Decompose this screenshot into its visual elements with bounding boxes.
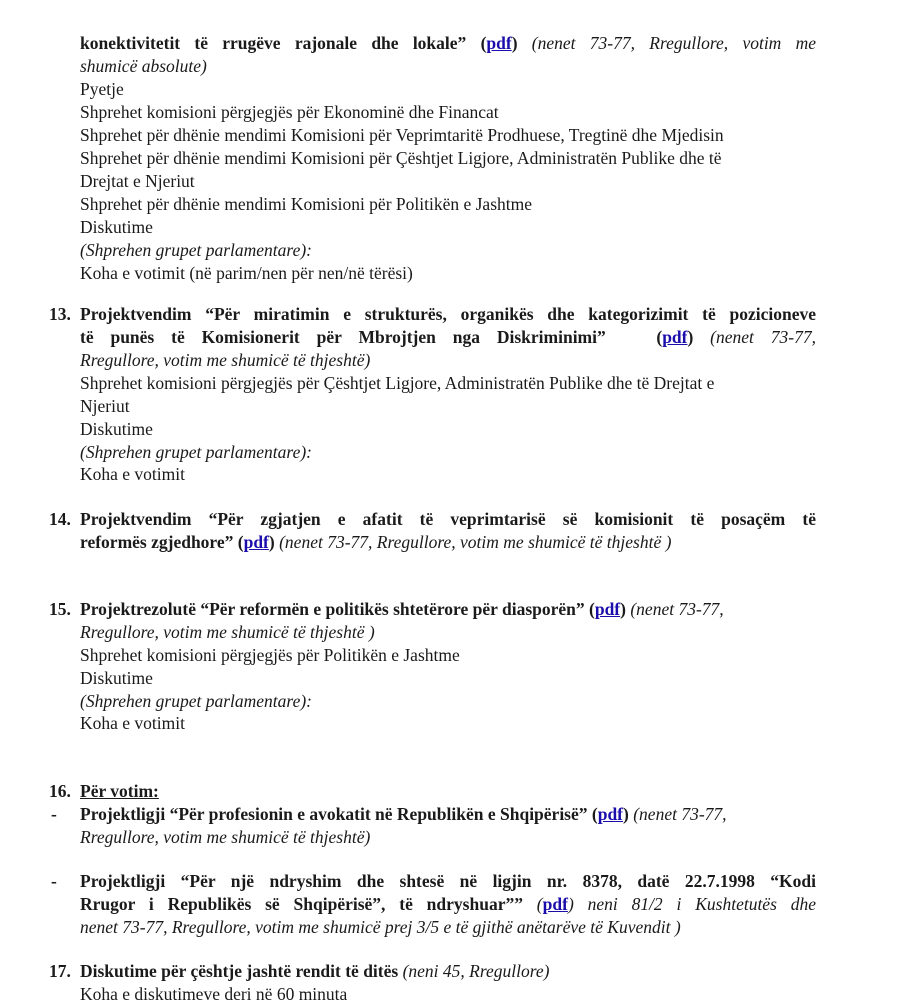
item-13-note-cont: Rregullore, votim me shumicë të thjeshtë) xyxy=(80,350,371,370)
item-12-committee-opinion-2: Shprehet për dhënie mendimi Komisioni për Çështjet Ligjore, Administratën Publike dhe të xyxy=(80,148,722,168)
item-13-pdf-link[interactable]: pdf xyxy=(662,327,688,347)
item-16-sub-1-title: Projektligji “Për profesionin e avokatit në Republikën e Shqipërisë” xyxy=(80,804,588,824)
paren: ) xyxy=(687,327,694,347)
paren: ( xyxy=(522,894,543,914)
item-13-number: 13. xyxy=(49,304,71,324)
item-13-groups: (Shprehen grupet parlamentare): xyxy=(80,442,312,462)
item-17-number: 17. xyxy=(49,961,71,981)
item-13-title-l1: Projektvendim “Për miratimin e strukturës, organikës dhe kategorizimit të pozicioneve xyxy=(80,304,816,324)
item-16-sub-2-note: neni 81/2 i Kushtetutës dhe xyxy=(573,894,816,914)
item-16-sub-1-note-cont: Rregullore, votim me shumicë të thjeshtë) xyxy=(80,827,371,847)
item-12-note-cont: shumicë absolute) xyxy=(80,56,207,76)
item-16-sub-2-title-l2: Rrugor i Republikës së Shqipërisë”, të ndryshuar”” xyxy=(80,894,523,914)
item-15-groups: (Shprehen grupet parlamentare): xyxy=(80,691,312,711)
item-12-questions: Pyetje xyxy=(80,79,124,99)
item-14-title-line-2 xyxy=(80,531,671,553)
item-15-vote-time: Koha e votimit xyxy=(80,713,185,733)
item-12-committee-opinion-2-cont: Drejtat e Njeriut xyxy=(80,171,195,191)
item-17-title: Diskutime për çështje jashtë rendit të ditës xyxy=(80,961,399,981)
item-13-title-line-2 xyxy=(80,326,816,348)
item-15-pdf-link[interactable]: pdf xyxy=(594,599,621,619)
item-15-note-cont: Rregullore, votim me shumicë të thjeshtë ) xyxy=(80,622,375,642)
item-12-pdf-link[interactable]: pdf xyxy=(486,33,512,53)
item-14-number: 14. xyxy=(49,509,71,529)
item-13-discussions: Diskutime xyxy=(80,419,153,439)
item-13-committee-lead: Shprehet komisioni përgjegjës për Çështjet Ligjore, Administratën Publike dhe të Drejtat e xyxy=(80,373,715,393)
item-12-title-tail: konektivitetit të rrugëve rajonale dhe lokale” xyxy=(80,33,467,53)
item-15-title: Projektrezolutë “Për reformën e politikës shtetërore për diasporën” xyxy=(80,599,585,619)
paren: ) xyxy=(623,804,629,824)
item-12-committee-opinion-3: Shprehet për dhënie mendimi Komisioni për Politikën e Jashtme xyxy=(80,194,533,214)
item-16-sub-2-title-l1: Projektligji “Për një ndryshim dhe shtesë në ligjin nr. 8378, datë 22.7.1998 “Kodi xyxy=(80,871,816,891)
item-17-discussion-time: Koha e diskutimeve deri në 60 minuta xyxy=(80,984,348,1004)
item-15-title-line xyxy=(80,598,724,620)
item-15-number: 15. xyxy=(49,599,71,619)
paren: ) xyxy=(567,894,574,914)
item-14-pdf-link[interactable]: pdf xyxy=(243,532,269,552)
item-14-title-l2: reformës zgjedhore” xyxy=(80,532,234,552)
bullet-dash: - xyxy=(51,871,57,891)
item-16-sub-1-note: (nenet 73-77, xyxy=(628,804,727,824)
item-14-title-l1: Projektvendim “Për zgjatjen e afatit të veprimtarisë së komisionit të posaçëm të xyxy=(80,509,816,529)
paren: ( xyxy=(584,599,595,619)
item-16-sub-2-title-line-2 xyxy=(80,893,816,915)
item-12-committee-opinion-1: Shprehet për dhënie mendimi Komisioni për Veprimtaritë Prodhuese, Tregtinë dhe Mjedisin xyxy=(80,125,724,145)
item-16-sub-1-title-line xyxy=(80,803,727,825)
item-15-note: (nenet 73-77, xyxy=(625,599,724,619)
item-12-note: (nenet 73-77, Rregullore, votim me xyxy=(517,33,816,53)
paren: ) xyxy=(620,599,626,619)
item-12-groups: (Shprehen grupet parlamentare): xyxy=(80,240,312,260)
item-13-vote-time: Koha e votimit xyxy=(80,464,185,484)
item-13-title-l2: të punës të Komisionerit për Mbrojtjen nga Diskriminimi” xyxy=(80,327,606,347)
paren: ) xyxy=(511,33,518,53)
item-16-number: 16. xyxy=(49,781,71,801)
item-12-discussions: Diskutime xyxy=(80,217,153,237)
item-16-heading: Për votim: xyxy=(80,781,159,801)
paren: ( xyxy=(605,327,663,347)
paren: ( xyxy=(233,532,244,552)
item-17-note: (neni 45, Rregullore) xyxy=(398,961,550,981)
item-17-title-line xyxy=(80,960,550,982)
item-16-sub-1-pdf-link[interactable]: pdf xyxy=(597,804,624,824)
item-13-committee-lead-cont: Njeriut xyxy=(80,396,130,416)
item-12-committee-lead: Shprehet komisioni përgjegjës për Ekonominë dhe Financat xyxy=(80,102,499,122)
paren: ( xyxy=(587,804,598,824)
item-16-sub-2-note-cont: nenet 73-77, Rregullore, votim me shumicë prej 3/5 e të gjithë anëtarëve të Kuvendit ) xyxy=(80,917,681,937)
item-12-vote-time: Koha e votimit (në parim/nen për nen/në tërësi) xyxy=(80,263,413,283)
item-14-note: (nenet 73-77, Rregullore, votim me shumicë të thjeshtë ) xyxy=(274,532,672,552)
item-15-discussions: Diskutime xyxy=(80,668,153,688)
item-13-note: (nenet 73-77, xyxy=(693,327,816,347)
item-15-committee-lead: Shprehet komisioni përgjegjës për Politikën e Jashtme xyxy=(80,645,460,665)
paren: ( xyxy=(466,33,487,53)
paren: ) xyxy=(268,532,275,552)
bullet-dash: - xyxy=(51,804,57,824)
item-16-sub-2-pdf-link[interactable]: pdf xyxy=(542,894,568,914)
item-12-title-line xyxy=(80,32,816,54)
